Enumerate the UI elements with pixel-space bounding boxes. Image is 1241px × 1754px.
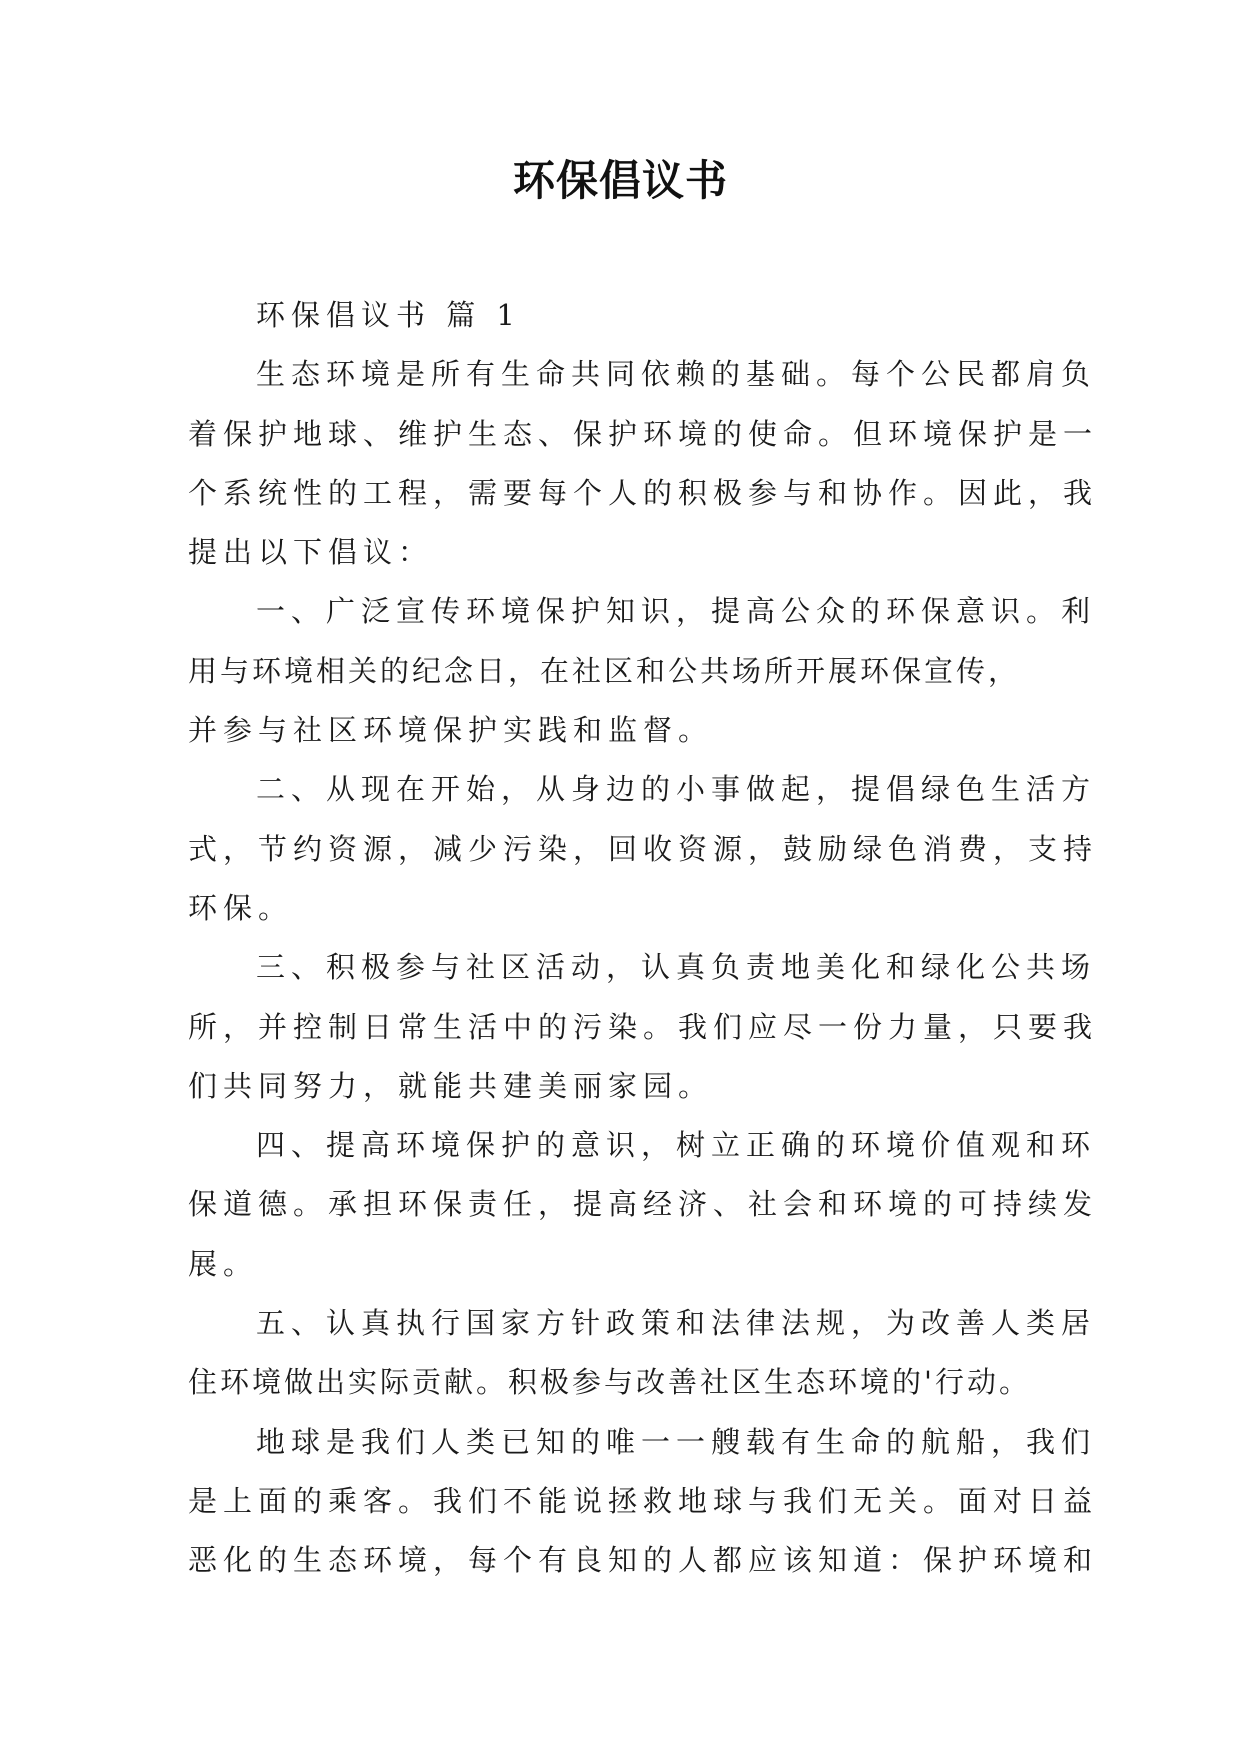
body-line: 式，节约资源，减少污染，回收资源，鼓励绿色消费，支持 [188,831,1099,866]
body-line: 着保护地球、维护生态、保护环境的使命。但环境保护是一 [188,416,1099,451]
body-line: 个系统性的工程，需要每个人的积极参与和协作。因此，我 [188,475,1099,510]
body-line: 四、提高环境保护的意识，树立正确的环境价值观和环 [256,1128,1097,1163]
body-line: 提出以下倡议： [188,535,434,570]
body-line: 地球是我们人类已知的唯一一艘载有生命的航船，我们 [256,1424,1097,1459]
body-line: 们共同努力，就能共建美丽家园。 [188,1068,714,1103]
body-line: 恶化的生态环境，每个有良知的人都应该知道：保护环境和 [188,1543,1099,1578]
body-line: 一、广泛宣传环境保护知识，提高公众的环保意识。利 [256,594,1097,629]
body-line: 环保。 [188,890,294,925]
body-line: 展。 [188,1246,259,1281]
body-line: 并参与社区环境保护实践和监督。 [188,713,714,748]
body-line: 用与环境相关的纪念日，在社区和公共场所开展环保宣传， [188,653,1021,688]
document-body [188,286,1099,1591]
body-line: 住环境做出实际贡献。积极参与改善社区生态环境的'行动。 [188,1365,1031,1400]
section-heading: 环保倡议书 篇 1 [256,298,521,332]
body-line: 五、认真执行国家方针政策和法律法规，为改善人类居 [256,1306,1097,1341]
body-line: 二、从现在开始，从身边的小事做起，提倡绿色生活方 [256,772,1097,807]
body-line: 是上面的乘客。我们不能说拯救地球与我们无关。面对日益 [188,1483,1099,1518]
body-line: 保道德。承担环保责任，提高经济、社会和环境的可持续发 [188,1187,1099,1222]
body-line: 所，并控制日常生活中的污染。我们应尽一份力量，只要我 [188,1009,1099,1044]
body-line: 三、积极参与社区活动，认真负责地美化和绿化公共场 [256,950,1097,985]
document-title: 环保倡议书 [512,156,728,205]
body-line: 生态环境是所有生命共同依赖的基础。每个公民都肩负 [256,357,1097,392]
